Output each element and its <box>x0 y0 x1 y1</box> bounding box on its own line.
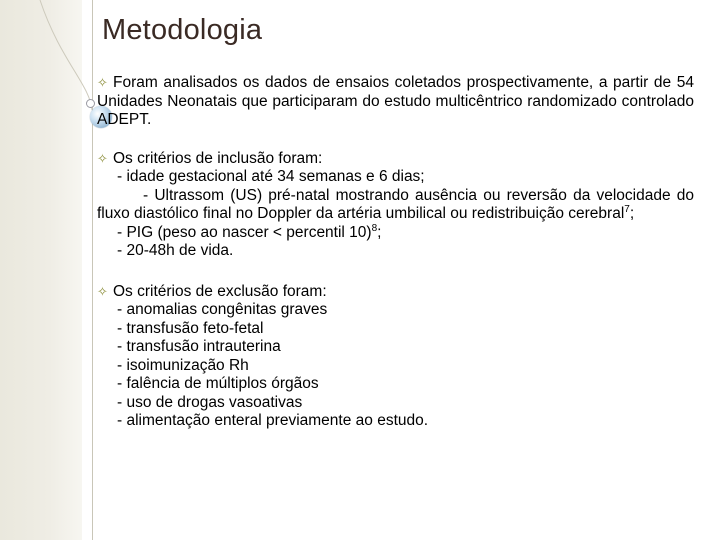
bullet-block-exclusion <box>97 283 694 431</box>
diamond-bullet-icon: ✧ <box>97 75 108 90</box>
inclusion-item-end: ; <box>377 223 382 241</box>
exclusion-item: - transfusão feto-fetal <box>117 319 264 337</box>
slide-body <box>97 74 694 431</box>
inclusion-lead-text: Os critérios de inclusão foram: <box>113 149 323 167</box>
inclusion-lead <box>97 150 694 169</box>
inclusion-item <box>97 187 694 224</box>
exclusion-item: - uso de drogas vasoativas <box>117 393 303 411</box>
reference-superscript: 7 <box>624 203 630 215</box>
exclusion-item: - alimentação enteral previamente ao estudo. <box>117 412 429 429</box>
bullet-block-methods <box>97 74 694 130</box>
exclusion-item: - transfusão intrauterina <box>117 338 281 355</box>
inclusion-item-end: ; <box>629 205 635 222</box>
inclusion-item <box>97 224 694 243</box>
exclusion-item: - anomalias congênitas graves <box>117 301 328 318</box>
inclusion-item-text: - PIG (peso ao nascer < percentil 10) <box>117 223 372 241</box>
bullet-block-inclusion <box>97 150 694 261</box>
methods-text: Foram analisados os dados de ensaios coletados prospectivamente, a partir de 54 Unidades Neonatais que participaram do estudo multicêntrico randomizado controlado ADEPT. <box>97 74 694 128</box>
diamond-bullet-icon: ✧ <box>97 150 108 166</box>
slide-title: Metodologia <box>102 14 263 46</box>
exclusion-item: - falência de múltiplos órgãos <box>117 375 319 392</box>
exclusion-lead-text: Os critérios de exclusão foram: <box>113 282 327 300</box>
inclusion-item: - 20-48h de vida. <box>117 242 234 259</box>
inclusion-item: - idade gestacional até 34 semanas e 6 dias; <box>117 168 425 185</box>
inclusion-item-text: - Ultrassom (US) pré-natal mostrando ausência ou reversão da velocidade do fluxo diastólico final no Doppler da artéria umbilical ou redistribuição cerebral <box>97 186 694 222</box>
decorative-ring-icon <box>86 99 95 108</box>
diamond-bullet-icon: ✧ <box>97 283 108 299</box>
reference-superscript: 8 <box>371 222 378 234</box>
exclusion-item: - isoimunização Rh <box>117 356 249 374</box>
exclusion-lead <box>97 283 694 302</box>
